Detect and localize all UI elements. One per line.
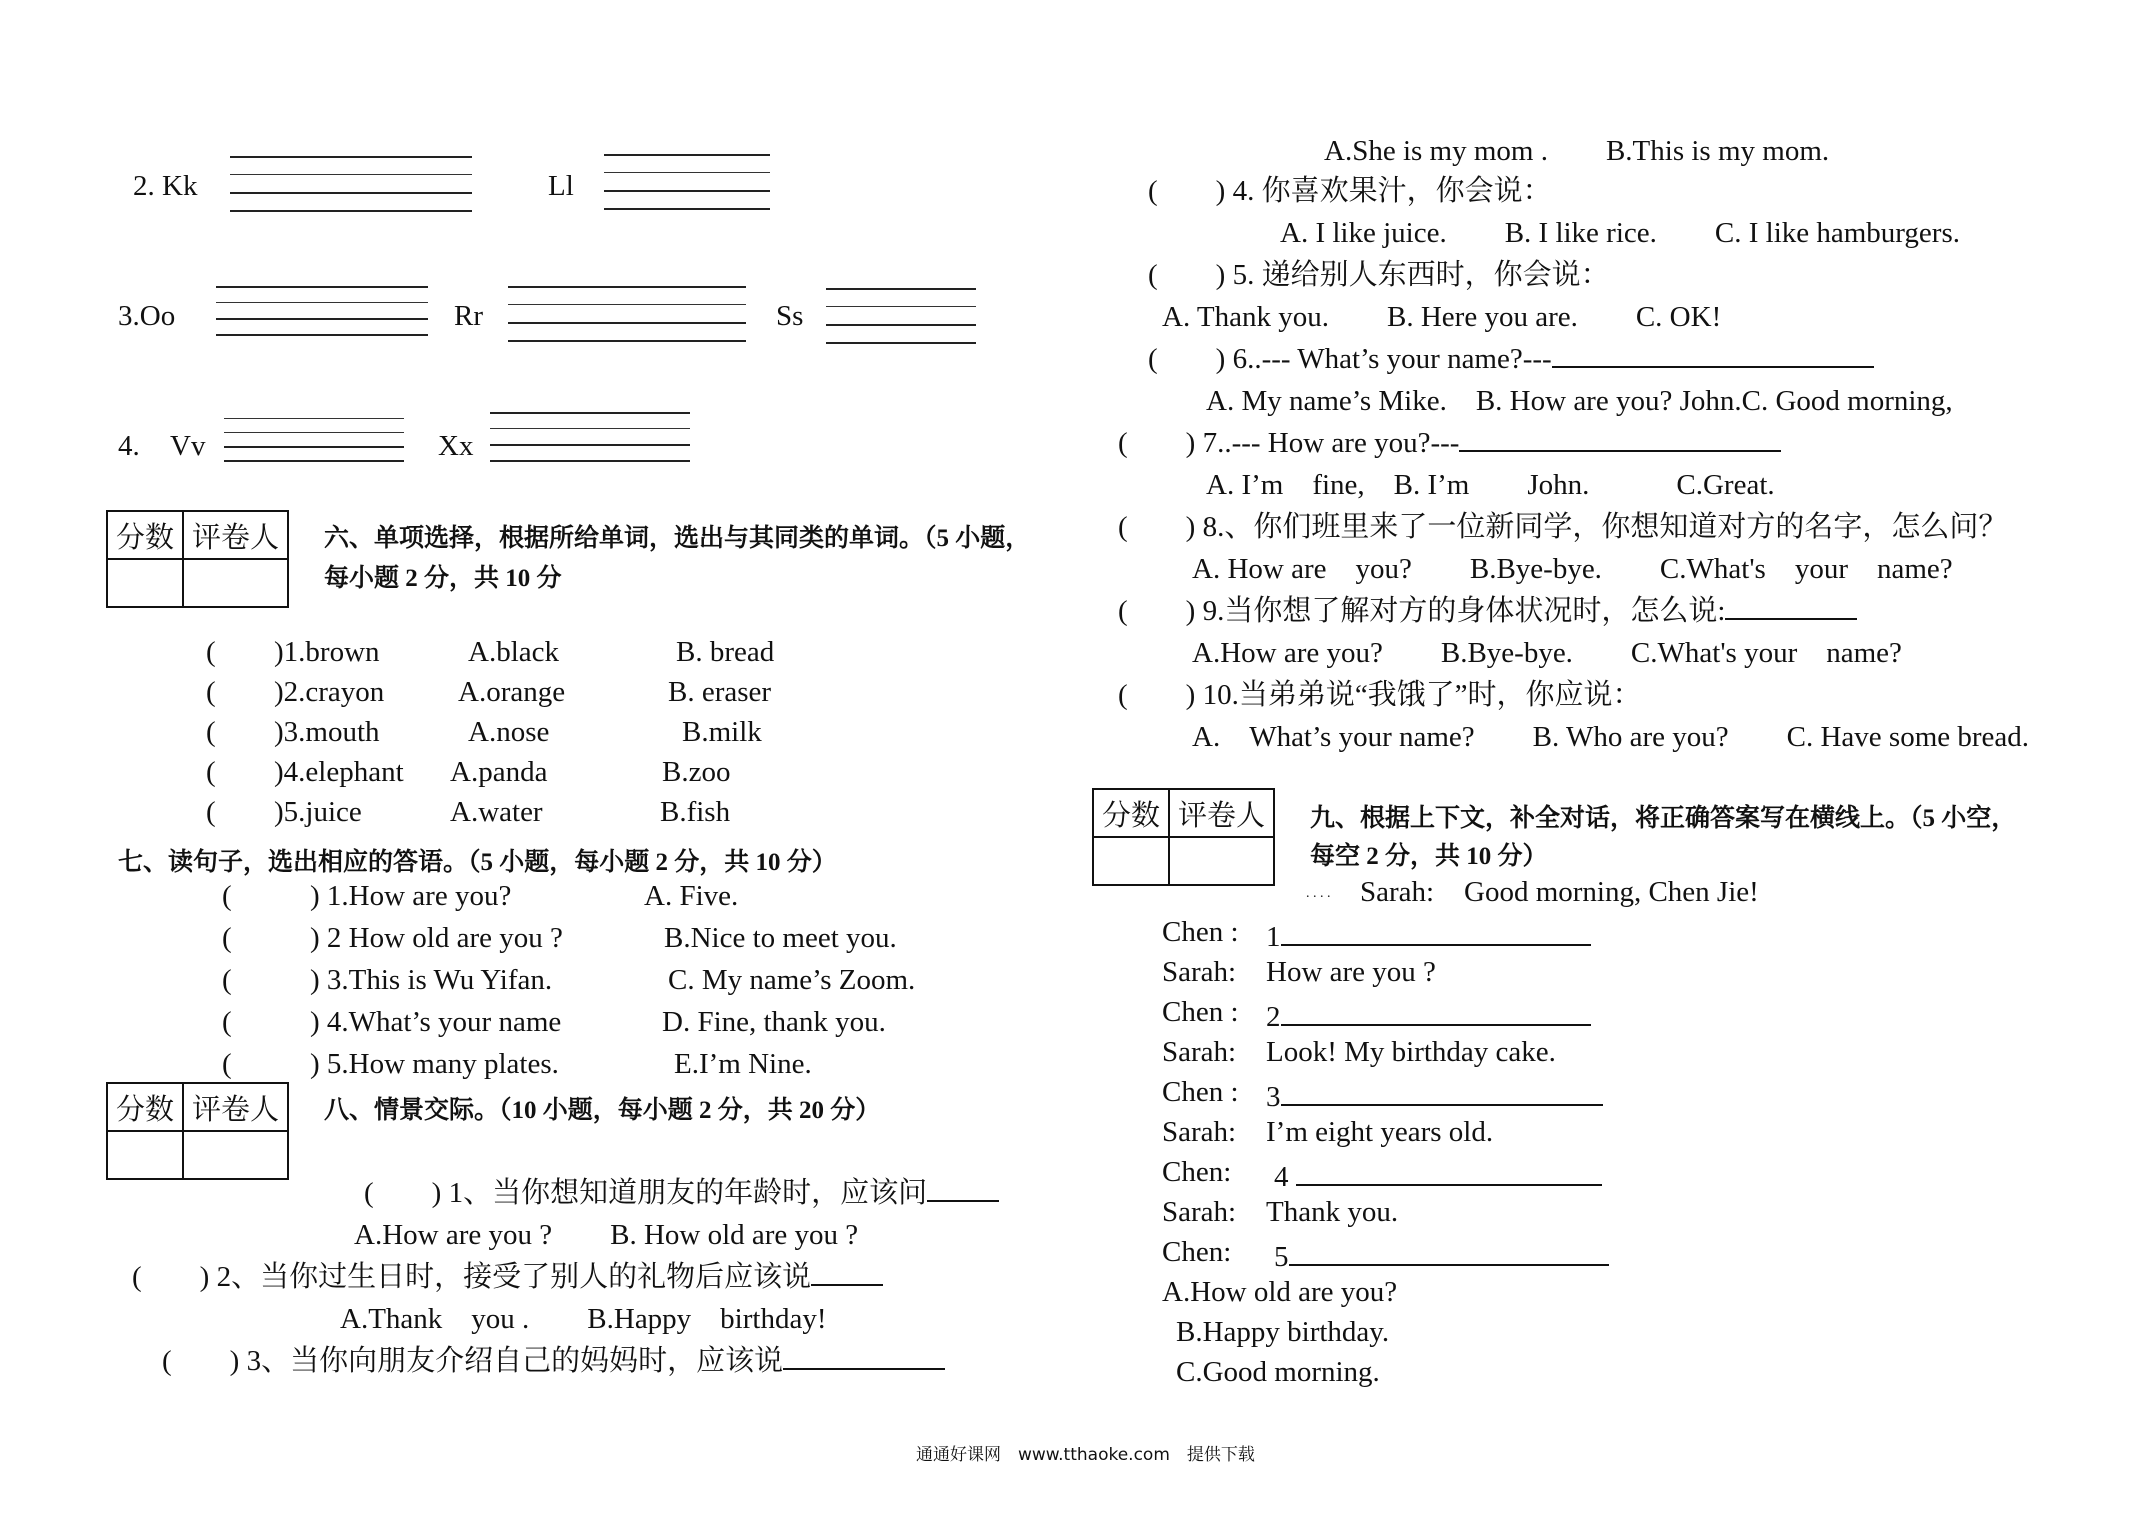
section-6-title: 六、单项选择，根据所给单词，选出与其同类的单词。（5 小题， (324, 525, 1031, 552)
dialog-line: Good morning, Chen Jie! (1464, 876, 1759, 908)
score-cell[interactable] (107, 559, 183, 607)
option-a: A.orange (458, 676, 566, 708)
letter-row-2-label: 2. Kk (133, 170, 198, 202)
question-8-9 (1118, 588, 1857, 629)
dialog-speaker: Chen: (1162, 1236, 1232, 1268)
answer-paren[interactable]: ( (206, 756, 216, 788)
question-sentence: ) 1.How are you? (310, 880, 512, 912)
dialog-blank-1 (1266, 916, 1591, 954)
question-8-5: ( ) 5. 递给别人东西时，你会说： (1148, 259, 1610, 291)
question-word: )3.mouth (274, 716, 380, 748)
question-text: ( ) 2、当你过生日时，接受了别人的礼物后应该说 (132, 1261, 812, 1293)
question-8-10: ( ) 10.当弟弟说“我饿了”时，你应说： (1118, 679, 1642, 711)
option-b: B.zoo (662, 756, 731, 788)
dialog-speaker: Sarah: (1162, 956, 1237, 988)
question-sentence: ) 4.What’s your name (310, 1006, 562, 1038)
question-text: ( ) 6..--- What’s your name?--- (1148, 343, 1552, 375)
option-a: A.black (468, 636, 559, 668)
question-sentence: ) 2 How old are you ? (310, 922, 563, 954)
answer-paren[interactable]: ( (222, 880, 232, 912)
score-box (106, 510, 289, 608)
dialog-speaker: Chen : (1162, 916, 1239, 948)
option-b: B. bread (676, 636, 775, 668)
dialog-line: Look! My birthday cake. (1266, 1036, 1556, 1068)
letter-xx: Xx (438, 430, 474, 462)
dialog-speaker: Sarah: (1162, 1196, 1237, 1228)
answer-paren[interactable]: ( (222, 1048, 232, 1080)
answer-paren[interactable]: ( (222, 922, 232, 954)
letter-row-3-label: 3.Oo (118, 300, 176, 332)
question-8-4-options: A. I like juice. B. I like rice. C. I like hamburgers. (1280, 217, 1960, 249)
score-header: 分数 (107, 511, 183, 559)
blank-number: 4 (1274, 1161, 1289, 1193)
answer-blank[interactable] (1459, 422, 1781, 452)
question-text: ( ) 3、当你向朋友介绍自己的妈妈时，应该说 (162, 1345, 784, 1377)
writing-lines[interactable] (604, 154, 770, 210)
answer-paren[interactable]: ( (206, 676, 216, 708)
question-word: )2.crayon (274, 676, 385, 708)
dialog-line: Thank you. (1266, 1196, 1399, 1228)
question-8-5-options: A. Thank you. B. Here you are. C. OK! (1162, 301, 1722, 333)
answer-blank[interactable] (1289, 1236, 1609, 1266)
dialog-line: I’m eight years old. (1266, 1116, 1494, 1148)
question-8-6 (1148, 336, 1874, 377)
score-cell[interactable] (1093, 837, 1169, 885)
answer-blank[interactable] (927, 1172, 999, 1202)
dialog-line: How are you ? (1266, 956, 1436, 988)
section-8-title: 八、情景交际。（10 小题，每小题 2 分，共 20 分） (324, 1097, 881, 1124)
dialog-blank-2 (1266, 996, 1591, 1034)
option-b: B.milk (682, 716, 762, 748)
dialog-speaker: Chen: (1162, 1156, 1232, 1188)
dialog-blank-4 (1274, 1156, 1602, 1194)
question-8-2-options: A.Thank you . B.Happy birthday! (340, 1303, 827, 1335)
letter-rr: Rr (454, 300, 483, 332)
score-cell[interactable] (107, 1131, 183, 1179)
question-text: ( ) 9.当你想了解对方的身体状况时，怎么说: (1118, 595, 1726, 627)
section-6-title-cont: 每小题 2 分，共 10 分 (324, 565, 562, 592)
blank-number: 2 (1266, 1001, 1281, 1033)
question-text: ( ) 1、当你想知道朋友的年龄时，应该问 (364, 1177, 928, 1209)
letter-row-4-label: 4. (118, 430, 140, 462)
question-8-6-options: A. My name’s Mike. B. How are you? John.C. Good morning, (1206, 385, 1953, 417)
option-a: A.panda (450, 756, 548, 788)
grader-cell[interactable] (1169, 837, 1274, 885)
question-text: ( ) 7..--- How are you?--- (1118, 427, 1460, 459)
answer-option: C. My name’s Zoom. (668, 964, 916, 996)
question-8-4: ( ) 4. 你喜欢果汁，你会说： (1148, 175, 1552, 207)
dialog-speaker: Chen : (1162, 996, 1239, 1028)
dialog-speaker: Sarah: (1162, 1116, 1237, 1148)
answer-option: D. Fine, thank you. (662, 1006, 886, 1038)
option-a: A.nose (468, 716, 550, 748)
answer-blank[interactable] (811, 1256, 883, 1286)
answer-blank[interactable] (1281, 996, 1591, 1026)
writing-lines[interactable] (230, 156, 472, 212)
letter-ll: Ll (548, 170, 574, 202)
question-sentence: ) 3.This is Wu Yifan. (310, 964, 553, 996)
option-list-item: A.How old are you? (1162, 1276, 1398, 1308)
answer-blank[interactable] (1552, 338, 1874, 368)
grader-header: 评卷人 (1169, 789, 1274, 837)
dialog-blank-3 (1266, 1076, 1603, 1114)
option-a: A.water (450, 796, 543, 828)
blank-number: 1 (1266, 921, 1281, 953)
question-8-9-options: A.How are you? B.Bye-bye. C.What's your name? (1192, 637, 1902, 669)
writing-lines[interactable] (490, 412, 690, 462)
answer-option: A. Five. (644, 880, 739, 912)
answer-paren[interactable]: ( (206, 796, 216, 828)
page-footer: 通通好课网 www.tthaoke.com 提供下载 (916, 1445, 1255, 1465)
question-8-8-options: A. How are you? B.Bye-bye. C.What's your name? (1192, 553, 1953, 585)
option-b: B.fish (660, 796, 731, 828)
score-header: 分数 (1093, 789, 1169, 837)
score-box (1092, 788, 1275, 886)
answer-paren[interactable]: ( (222, 964, 232, 996)
question-8-7-options: A. I’m fine, B. I’m John. C.Great. (1206, 469, 1775, 501)
grader-cell[interactable] (183, 559, 288, 607)
answer-blank[interactable] (1296, 1156, 1602, 1186)
dialog-speaker: Sarah: (1162, 1036, 1237, 1068)
answer-paren[interactable]: ( (206, 636, 216, 668)
question-word: )5.juice (274, 796, 362, 828)
question-8-8: ( ) 8.、你们班里来了一位新同学，你想知道对方的名字，怎么问？ (1118, 511, 2008, 543)
score-header: 分数 (107, 1083, 183, 1131)
leader-dots: . . . . (1306, 886, 1331, 901)
writing-lines[interactable] (508, 286, 746, 342)
answer-option: B.Nice to meet you. (664, 922, 897, 954)
question-8-10-options: A. What’s your name? B. Who are you? C. Have some bread. (1192, 721, 2030, 753)
writing-lines[interactable] (224, 418, 404, 462)
question-8-3 (162, 1338, 945, 1379)
question-8-3-options: A.She is my mom . B.This is my mom. (1324, 135, 1830, 167)
answer-paren[interactable]: ( (206, 716, 216, 748)
question-sentence: ) 5.How many plates. (310, 1048, 559, 1080)
question-8-1-options: A.How are you ? B. How old are you ? (354, 1219, 859, 1251)
section-9-title-cont: 每空 2 分，共 10 分） (1310, 843, 1548, 870)
score-box (106, 1082, 289, 1180)
grader-header: 评卷人 (183, 511, 288, 559)
blank-number: 3 (1266, 1081, 1281, 1113)
letter-ss: Ss (776, 300, 804, 332)
grader-cell[interactable] (183, 1131, 288, 1179)
dialog-speaker: Chen : (1162, 1076, 1239, 1108)
option-list-item: C.Good morning. (1176, 1356, 1380, 1388)
answer-blank[interactable] (783, 1340, 945, 1370)
question-word: )1.brown (274, 636, 380, 668)
question-8-2 (132, 1254, 883, 1295)
section-9-title: 九、根据上下文，补全对话，将正确答案写在横线上。（5 小空， (1310, 805, 2017, 832)
blank-number: 5 (1274, 1241, 1289, 1273)
answer-blank[interactable] (1725, 590, 1857, 620)
answer-option: E.I’m Nine. (674, 1048, 812, 1080)
answer-blank[interactable] (1281, 916, 1591, 946)
option-b: B. eraser (668, 676, 772, 708)
dialog-speaker: Sarah: (1360, 876, 1435, 908)
answer-paren[interactable]: ( (222, 1006, 232, 1038)
letter-vv: Vv (170, 430, 206, 462)
question-8-7 (1118, 420, 1781, 461)
dialog-blank-5 (1274, 1236, 1609, 1274)
question-8-1 (364, 1170, 999, 1211)
writing-lines[interactable] (826, 288, 976, 344)
answer-blank[interactable] (1281, 1076, 1603, 1106)
grader-header: 评卷人 (183, 1083, 288, 1131)
section-7-title: 七、读句子，选出相应的答语。（5 小题，每小题 2 分，共 10 分） (118, 849, 837, 876)
option-list-item: B.Happy birthday. (1176, 1316, 1390, 1348)
writing-lines[interactable] (216, 286, 428, 336)
question-word: )4.elephant (274, 756, 404, 788)
